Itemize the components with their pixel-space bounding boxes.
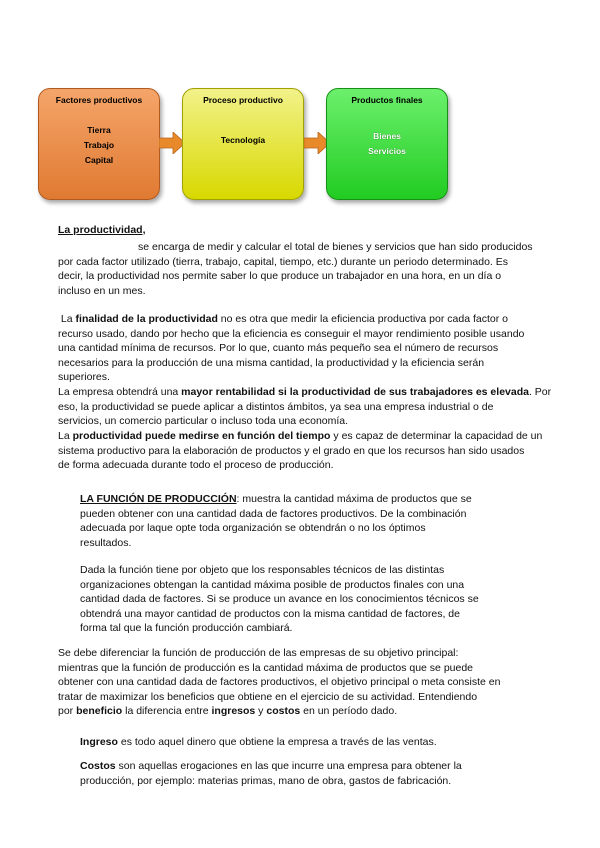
finalidad-paragraph (58, 312, 544, 385)
ingreso-paragraph (80, 735, 520, 750)
objeto-line-5: forma tal que la función producción cambiará. (80, 622, 293, 635)
factores-productivos-title: Factores productivos (55, 95, 143, 105)
productividad-heading (58, 223, 146, 238)
factor-tierra: Tierra (87, 125, 111, 135)
productos-finales-items (327, 129, 447, 159)
productividad-line-3: decir, la productividad nos permite saber lo que produce un trabajador en una hora, en un día o (58, 270, 502, 283)
finalidad-line-3: una cantidad mínima de recursos. Por lo que, cuanto más pequeño sea el número de recursos (58, 342, 499, 355)
objeto-line-3: cantidad dada de factores. Si se produce un avance en los conocimientos técnicos se (80, 593, 479, 606)
tiempo-line-3: de forma adecuada durante todo el proceso de producción. (58, 459, 334, 472)
ingreso-line: Ingreso es todo aquel dinero que obtiene la empresa a través de las ventas. (80, 736, 437, 748)
finalidad-line-5: superiores. (58, 371, 110, 384)
diferenciar-line-3: obtener con una cantidad dada de factores productivos, el objetivo principal o meta consiste en (58, 676, 501, 689)
funcion-paragraph (80, 492, 516, 550)
funcion-line-3: adecuada por laque opte toda organización se obtendrán o no los óptimos (80, 522, 426, 535)
rentabilidad-line-1: La empresa obtendrá una mayor rentabilidad si la productividad de sus trabajadores es elevada. Por (58, 386, 552, 398)
factores-productivos-box (38, 88, 160, 200)
production-diagram (38, 88, 438, 202)
finalidad-line-4: necesarios para la producción de una misma cantidad, la productividad y la eficiencia serán (58, 356, 485, 369)
productos-finales-box (326, 88, 448, 200)
productividad-line-1: se encarga de medir y calcular el total de bienes y servicios que han sido producidos (138, 241, 533, 253)
objeto-line-4: obtendrá una mayor cantidad de productos con la misma cantidad de factores, de (80, 607, 460, 620)
tiempo-paragraph (58, 429, 548, 473)
finalidad-line-2: recurso usado, dando por hecho que la eficiencia es conseguir el mayor rendimiento posible usando (58, 327, 525, 340)
producto-bienes: Bienes (373, 131, 401, 141)
productividad-line-2: por cada factor utilizado (tierra, trabajo, capital, tiempo, etc.) durante un periodo determinado. Es (58, 255, 508, 268)
rentabilidad-line-3: servicios, un comercio particular o incluso toda una economía. (58, 415, 349, 428)
productividad-line-4: incluso en un mes. (58, 284, 146, 297)
objeto-line-1: Dada la función tiene por objeto que los responsables técnicos de las distintas (80, 564, 445, 576)
proceso-productivo-items (183, 133, 303, 148)
funcion-heading: LA FUNCIÓN DE PRODUCCIÓN (80, 493, 237, 505)
productividad-paragraph (58, 240, 544, 298)
producto-servicios: Servicios (368, 146, 406, 156)
costos-line-2: producción, por ejemplo: materias primas, mano de obra, gastos de fabricación. (80, 774, 452, 787)
factores-productivos-items (39, 123, 159, 168)
proceso-productivo-title: Proceso productivo (203, 95, 283, 105)
diferenciar-line-1: Se debe diferenciar la función de producción de las empresas de su objetivo principal: (58, 647, 459, 659)
factor-capital: Capital (84, 155, 114, 165)
productividad-heading-text: La productividad, (58, 224, 146, 236)
diferenciar-line-5: por beneficio la diferencia entre ingresos y costos en un período dado. (58, 705, 398, 718)
costos-paragraph (80, 759, 520, 788)
funcion-line-1: LA FUNCIÓN DE PRODUCCIÓN: muestra la cantidad máxima de productos que se (80, 493, 472, 505)
objeto-line-2: organizaciones obtengan la cantidad máxima posible de productos finales con una (80, 578, 465, 591)
proceso-productivo-box (182, 88, 304, 200)
diferenciar-paragraph (58, 646, 548, 719)
costos-line-1: Costos son aquellas erogaciones en las que incurre una empresa para obtener la (80, 760, 462, 772)
objeto-paragraph (80, 563, 520, 636)
rentabilidad-paragraph (58, 385, 552, 429)
diferenciar-line-4: tratar de maximizar los beneficios que obtiene en el ejercicio de su actividad. Entendiendo (58, 690, 478, 703)
diferenciar-line-2: mientras que la función de producción es la cantidad máxima de productos que se puede (58, 661, 474, 674)
finalidad-line-1: La finalidad de la productividad no es otra que medir la eficiencia productiva por cada factor o (60, 313, 508, 325)
productos-finales-title: Productos finales (351, 95, 423, 105)
funcion-line-2: pueden obtener con una cantidad dada de factores productivos. De la combinación (80, 507, 467, 520)
tiempo-line-1: La productividad puede medirse en función del tiempo y es capaz de determinar la capacidad de un (58, 430, 543, 442)
proceso-tecnologia: Tecnología (220, 135, 266, 145)
factor-trabajo: Trabajo (83, 140, 115, 150)
funcion-line-4: resultados. (80, 536, 132, 549)
rentabilidad-line-2: eso, la productividad se puede aplicar a distintos ámbitos, ya sea una empresa industrial o de (58, 400, 494, 413)
tiempo-line-2: sistema productivo para la elaboración de productos y el grado en que los recursos han sido usados (58, 444, 525, 457)
